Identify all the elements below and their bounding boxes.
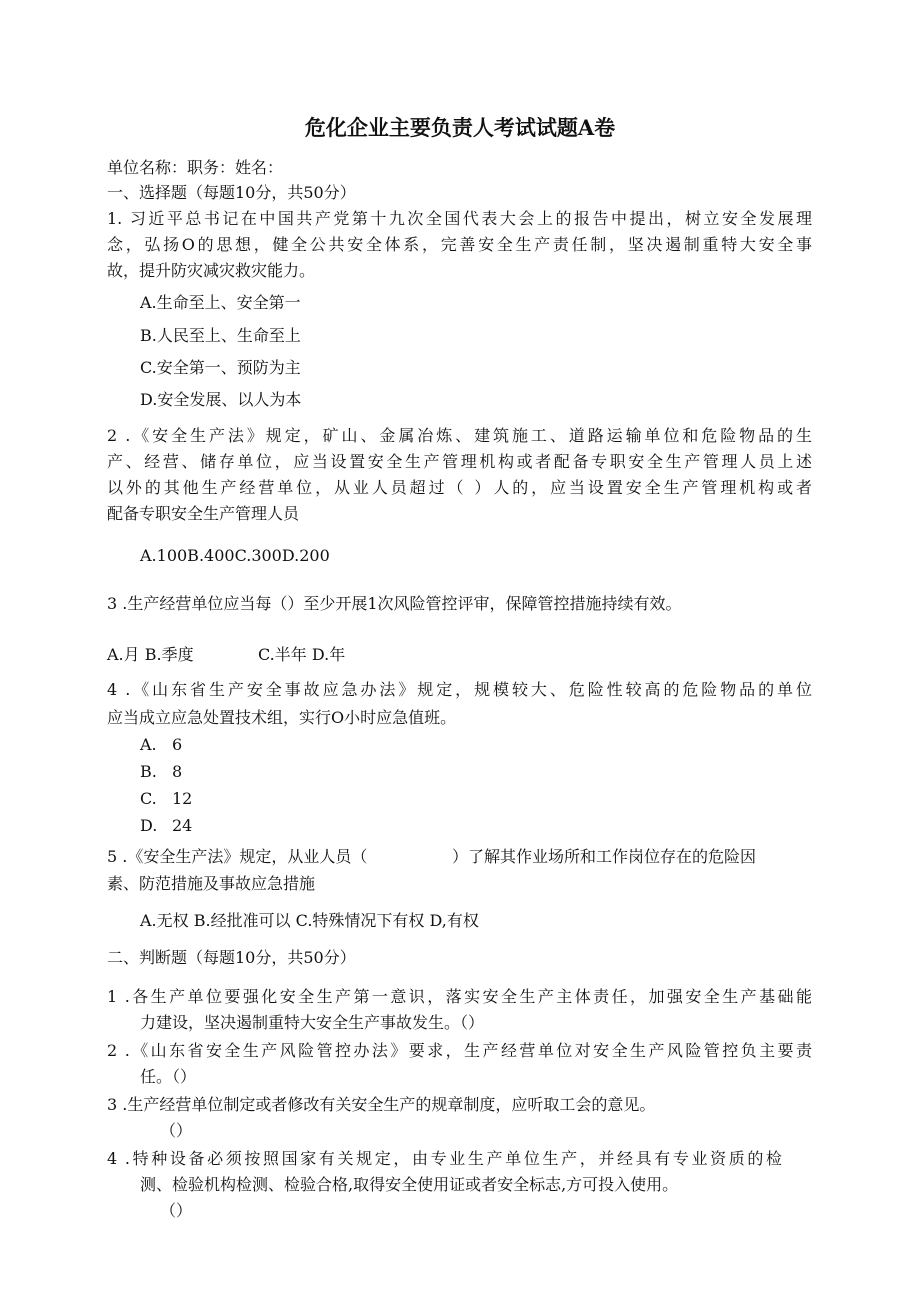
q1-option-b: B.人民至上、生命至上 [140,326,301,345]
q1-option-d: D.安全发展、以人为本 [140,390,302,409]
tf1-line-1: 1 .各生产单位要强化安全生产第一意识，落实安全生产主体责任，加强安全生产基础能 [107,987,812,1006]
q5-text-line-1-start: 5 .《安全生产法》规定，从业人员（ [107,847,368,866]
q1-option-a: A.生命至上、安全第一 [140,293,301,312]
tf4-line-3: （） [160,1201,193,1220]
q4-option-d-letter: D. [140,816,158,835]
q4-option-a-value: 6 [172,735,183,754]
q4-option-b-letter: B. [140,762,157,781]
tf2-line-1: 2 .《山东省安全生产风险管控办法》要求，生产经营单位对安全生产风险管控负主要责 [107,1041,812,1060]
q5-text-line-1-end: ）了解其作业场所和工作岗位存在的危险因 [452,847,757,866]
tf2-line-2: 任。（） [140,1067,197,1086]
tf4-line-2: 测、检验机构检测、检验合格,取得安全使用证或者安全标志,方可投入使用。 [140,1175,679,1194]
q3-text: 3 .生产经营单位应当每（）至少开展1次风险管控评审，保障管控措施持续有效。 [107,594,682,613]
q3-options-ab: A.月 B.季度 [107,645,194,664]
q5-text-line-2: 素、防范措施及事故应急措施 [107,874,316,893]
section2-heading: 二、判断题（每题10分，共50分） [107,948,356,967]
q1-text-line-2: 念，弘扬O的思想，健全公共安全体系，完善安全生产责任制，坚决遏制重特大安全事 [107,235,812,254]
q4-option-b-value: 8 [172,762,183,781]
q2-options: A.100B.400C.300D.200 [140,546,330,565]
q4-option-c-value: 12 [172,789,193,808]
q2-text-line-2: 产、经营、储存单位，应当设置安全生产管理机构或者配备专职安全生产管理人员上述 [107,452,812,471]
q4-option-c-letter: C. [140,789,157,808]
q5-options: A.无权 B.经批准可以 C.特殊情况下有权 D,有权 [140,911,479,930]
q1-text-line-1: 1. 习近平总书记在中国共产党第十九次全国代表大会上的报告中提出，树立安全发展理 [107,209,812,228]
tf1-line-2: 力建设，坚决遏制重特大安全生产事故发生。（） [140,1013,485,1032]
tf4-line-1: 4 .特种设备必须按照国家有关规定，由专业生产单位生产，并经具有专业资质的检 [107,1149,782,1168]
q2-text-line-4: 配备专职安全生产管理人员 [107,504,300,523]
page-title: 危化企业主要负责人考试试题A卷 [304,115,616,140]
q4-text-line-1: 4 .《山东省生产安全事故应急办法》规定，规模较大、危险性较高的危险物品的单位 [107,680,812,699]
q1-option-c: C.安全第一、预防为主 [140,358,301,377]
header-fields-line: 单位名称：职务：姓名： [107,158,284,177]
tf3-line-1: 3 .生产经营单位制定或者修改有关安全生产的规章制度，应听取工会的意见。 [107,1095,656,1114]
tf3-line-2: （） [160,1121,193,1140]
q2-text-line-3: 以外的其他生产经营单位，从业人员超过（ ）人的，应当设置安全生产管理机构或者 [107,478,812,497]
q4-option-a-letter: A. [140,735,157,754]
section1-heading: 一、选择题（每题10分，共50分） [107,183,356,202]
q2-text-line-1: 2 .《安全生产法》规定，矿山、金属冶炼、建筑施工、道路运输单位和危险物品的生 [107,426,812,445]
q1-text-line-3: 故，提升防灾减灾救灾能力。 [107,261,316,280]
q4-text-line-2: 应当成立应急处置技术组，实行O小时应急值班。 [107,708,457,727]
q3-options-cd: C.半年 D.年 [258,645,346,664]
q4-option-d-value: 24 [172,816,193,835]
